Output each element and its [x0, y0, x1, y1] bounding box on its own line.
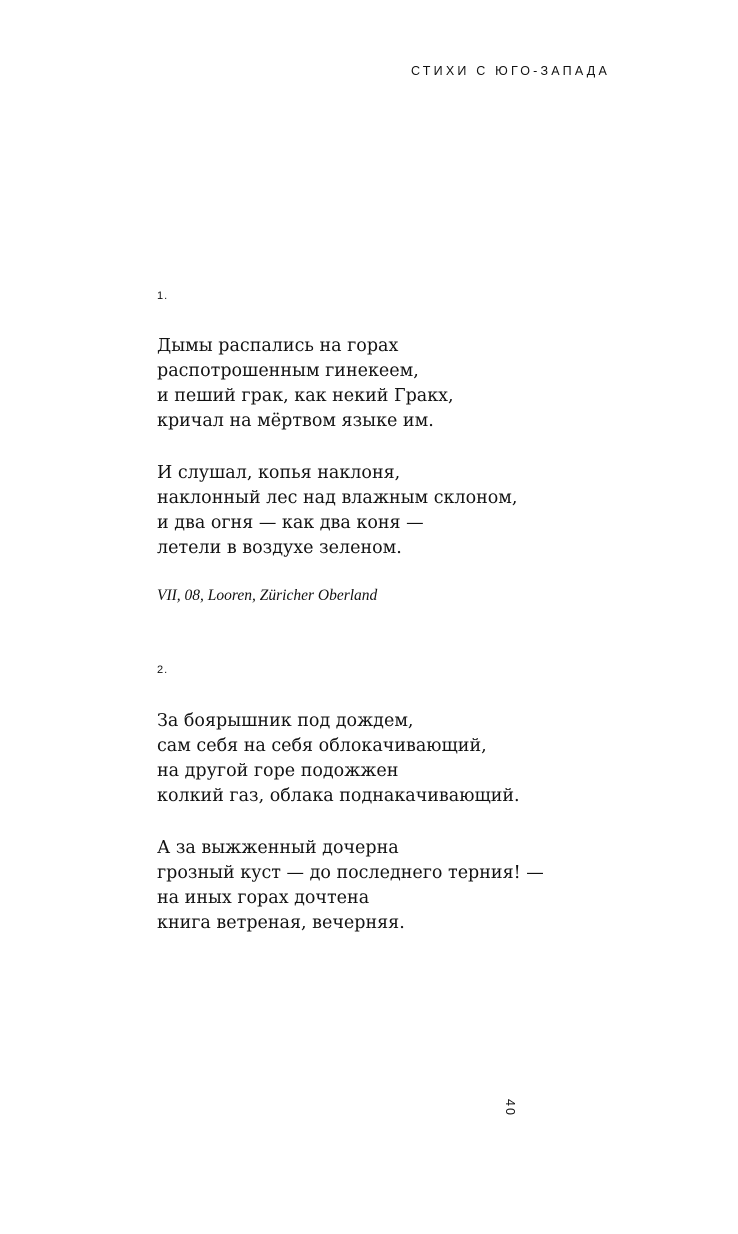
verse-line: летели в воздухе зеленом. [157, 538, 402, 558]
verse-line: колкий газ, облака поднакачивающий. [157, 786, 520, 806]
verse-line: и два огня — как два коня — [157, 513, 424, 533]
poem-number: 1. [157, 290, 169, 302]
verse-line: на иных горах дочтена [157, 888, 370, 908]
verse-line: За боярышник под дождем, [157, 711, 414, 731]
verse-line: кричал на мёртвом языке им. [157, 411, 434, 431]
verse-line: и пеший грак, как некий Гракх, [157, 386, 454, 406]
verse-line: наклонный лес над влажным склоном, [157, 488, 518, 508]
stanza-1 [157, 709, 617, 809]
poem-number: 2. [157, 664, 169, 676]
stanza-2 [157, 461, 617, 561]
page-number-label: 40 [503, 1099, 517, 1117]
stanza-1 [157, 334, 617, 434]
poem-1 [157, 289, 617, 606]
running-head: СТИХИ С ЮГО-ЗАПАДА [411, 64, 610, 78]
page-number [499, 1097, 521, 1119]
verse-line: И слушал, копья наклоня, [157, 463, 401, 483]
verse-line: распотрошенным гинекеем, [157, 361, 419, 381]
verse-line: книга ветреная, вечерняя. [157, 913, 405, 933]
verse-line: на другой горе подожжен [157, 761, 399, 781]
verse-line: Дымы распались на горах [157, 336, 399, 356]
verse-line: А за выжженный дочерна [157, 838, 399, 858]
poem-2 [157, 663, 617, 936]
verse-line: грозный куст — до последнего терния! — [157, 863, 544, 883]
stanza-2 [157, 836, 617, 936]
verse-line: сам себя на себя облокачивающий, [157, 736, 487, 756]
poem-dateline: VII, 08, Looren, Züricher Oberland [157, 587, 378, 604]
